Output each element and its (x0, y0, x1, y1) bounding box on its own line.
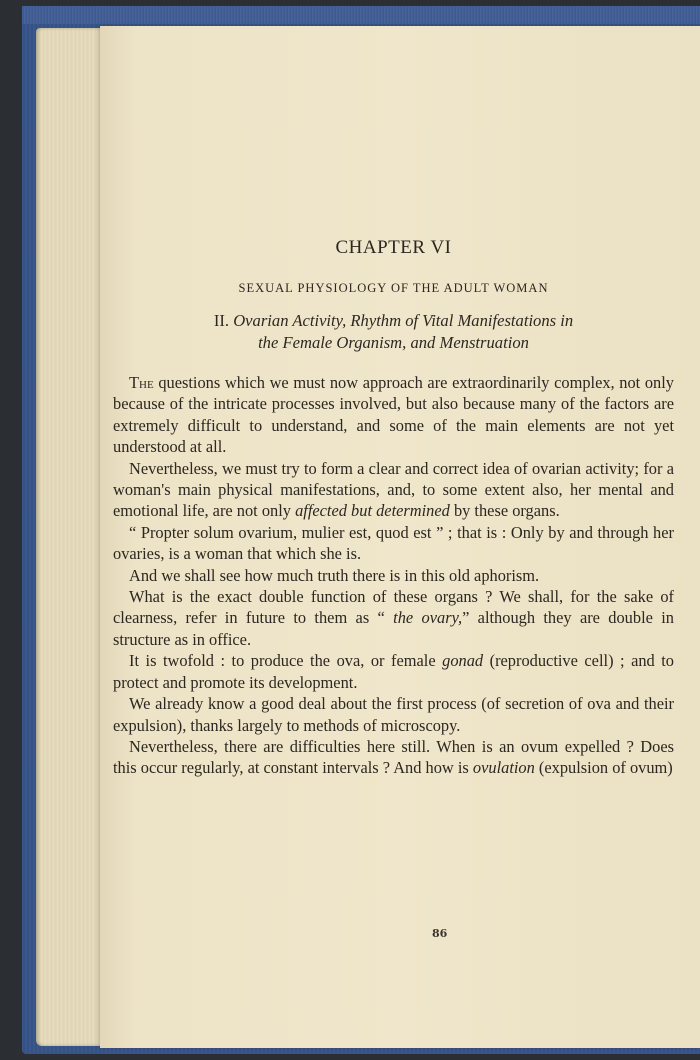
page-text-block (113, 210, 674, 779)
paragraph-5-text-b: ” although they are double in structure as in office. (113, 608, 674, 649)
section-title-line1: Ovarian Activity, Rhythm of Vital Manifestations in (233, 311, 574, 330)
paragraph-2 (113, 458, 674, 522)
paragraph-4: And we shall see how much truth there is in this old aphorism. (129, 565, 540, 585)
paragraph-7: We already know a good deal about the first process (of secretion of ova and their expulsion), thanks largely to methods of microscopy. (113, 694, 674, 735)
paragraph-8-text-b: (expulsion of ovum) (534, 758, 673, 778)
chapter-subtitle: SEXUAL PHYSIOLOGY OF THE ADULT WOMAN (238, 281, 549, 295)
paragraph-2-emphasis: affected but determined (295, 501, 450, 521)
paragraph-6 (113, 650, 674, 693)
paragraph-5-emphasis: the ovary, (393, 608, 463, 628)
paragraph-2-text-b: by these organs. (449, 501, 560, 521)
paragraph-6-emphasis: gonad (442, 651, 484, 671)
paragraph-2-text-a: Nevertheless, we must try to form a clear and correct idea of ovarian activity; for a woman's main physical manifestations, and, to some extent also, her mental and emotional life, are not only (113, 458, 674, 521)
paragraph-3: “ Propter solum ovarium, mulier est, quod est ” ; that is : Only by and through her ovaries, is a woman that which she is. (113, 522, 674, 564)
page-number: 86 (432, 927, 448, 940)
section-title-line2: the Female Organism, and Menstruation (258, 333, 529, 352)
paragraph-1 (113, 372, 674, 458)
paragraph-8-text-a: Nevertheless, there are difficulties here still. When is an ovum expelled ? Does this occur regularly, at constant intervals ? And how is (113, 736, 674, 778)
drop-word: The (129, 373, 154, 392)
paragraph-1-text: questions which we must now approach are extraordinarily complex, not only because of the intricate processes involved, but also because many of the factors are extremely difficult to understand, and some of the main elements are not yet understood at all. (113, 373, 674, 457)
paragraph-8-emphasis: ovulation (472, 758, 535, 778)
section-number: II. (213, 311, 230, 330)
book-cover-top-edge (22, 6, 700, 24)
paragraph-5-text-a: What is the exact double function of these organs ? We shall, for the sake of clearness, refer in future to them as “ (113, 587, 674, 628)
section-heading (113, 310, 674, 354)
paragraph-5 (113, 586, 674, 650)
paragraph-6-text-b: (reproductive cell) ; and to protect and promote its development. (113, 651, 675, 692)
paragraph-8 (113, 736, 674, 779)
chapter-heading: CHAPTER VI (335, 237, 452, 258)
page-edges (36, 28, 106, 1046)
paragraph-6-text-a: It is twofold : to produce the ova, or female (129, 651, 443, 671)
